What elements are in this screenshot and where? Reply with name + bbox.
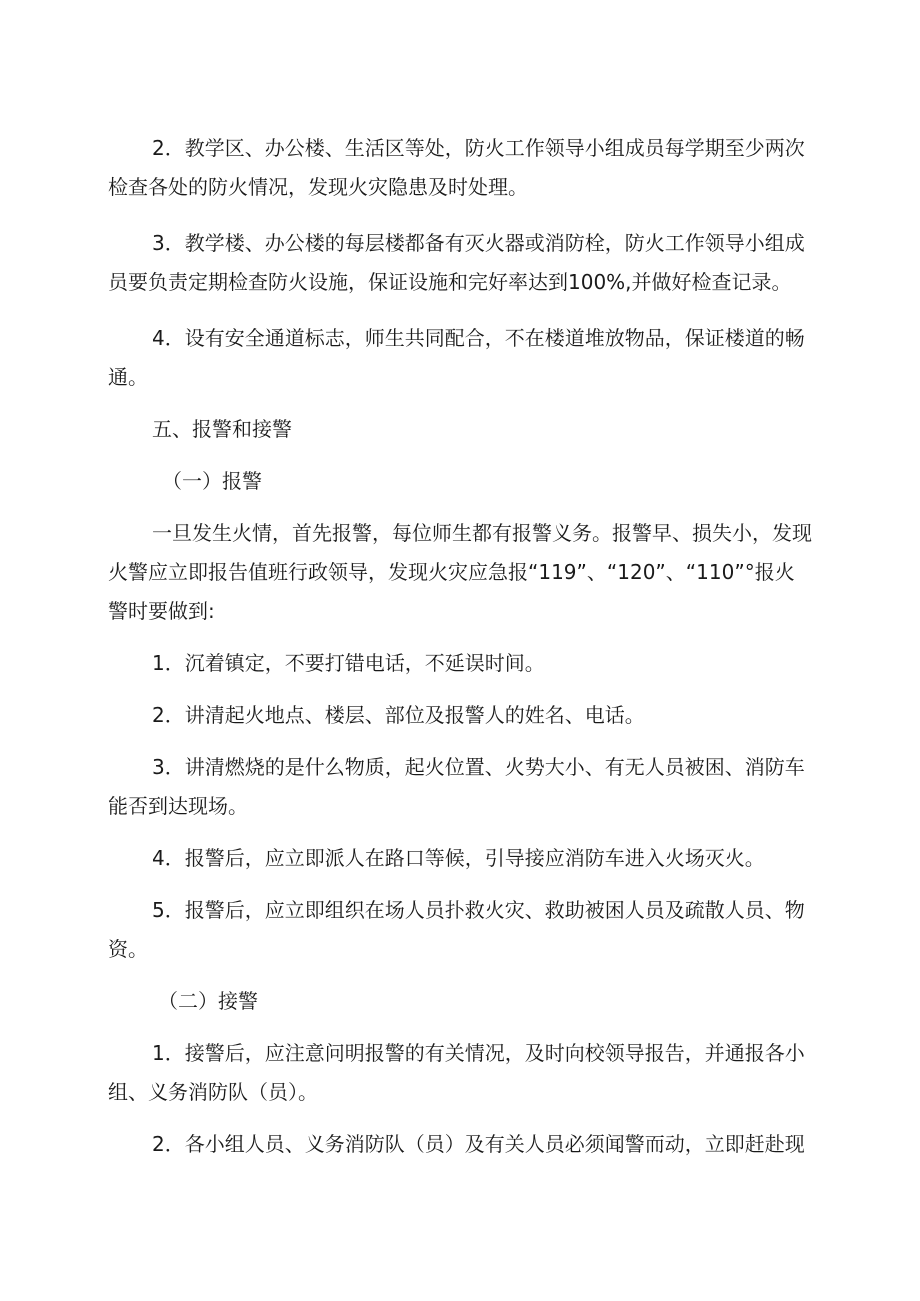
paragraph-item-4-passage: 4．设有安全通道标志，师生共同配合，不在楼道堆放物品，保证楼道的畅通。 — [108, 326, 805, 389]
paragraph-report-3: 3．讲清燃烧的是什么物质，起火位置、火势大小、有无人员被困、消防车能否到达现场。 — [108, 755, 805, 818]
paragraph-item-3-equipment: 3．教学楼、办公楼的每层楼都备有灭火器或消防栓，防火工作领导小组成员要负责定期检查防火设施，保证设施和完好率达到100%,并做好检查记录。 — [108, 231, 805, 294]
paragraph-report-2: 2．讲清起火地点、楼层、部位及报警人的姓名、电话。 — [152, 703, 645, 727]
paragraph-report-4: 4．报警后，应立即派人在路口等候，引导接应消防车进入火场灭火。 — [152, 846, 765, 870]
paragraph-receive-2: 2．各小组人员、义务消防队（员）及有关人员必须闻警而动，立即赶赴现 — [152, 1132, 805, 1156]
paragraph-report-1: 1．沉着镇定，不要打错电话，不延误时间。 — [152, 651, 545, 675]
subsection-heading-receive: （二）接警 — [158, 989, 258, 1013]
paragraph-item-2-inspection: 2．教学区、办公楼、生活区等处，防火工作领导小组成员每学期至少两次检查各处的防火情况，发现火灾隐患及时处理。 — [108, 136, 805, 199]
paragraph-report-intro: 一旦发生火情，首先报警，每位师生都有报警义务。报警早、损失小，发现火警应立即报告值班行政领导，发现火灾应急报“119”、“120”、“110”°报火警时要做到: — [108, 521, 812, 623]
section-heading-alarm: 五、报警和接警 — [152, 417, 292, 441]
paragraph-receive-1: 1．接警后，应注意问明报警的有关情况，及时向校领导报告，并通报各小组、义务消防队（员）。 — [108, 1041, 805, 1104]
subsection-heading-report: （一）报警 — [162, 469, 262, 493]
document-body — [108, 129, 812, 1164]
paragraph-report-5: 5．报警后，应立即组织在场人员扑救火灾、救助被困人员及疏散人员、物资。 — [108, 898, 805, 961]
